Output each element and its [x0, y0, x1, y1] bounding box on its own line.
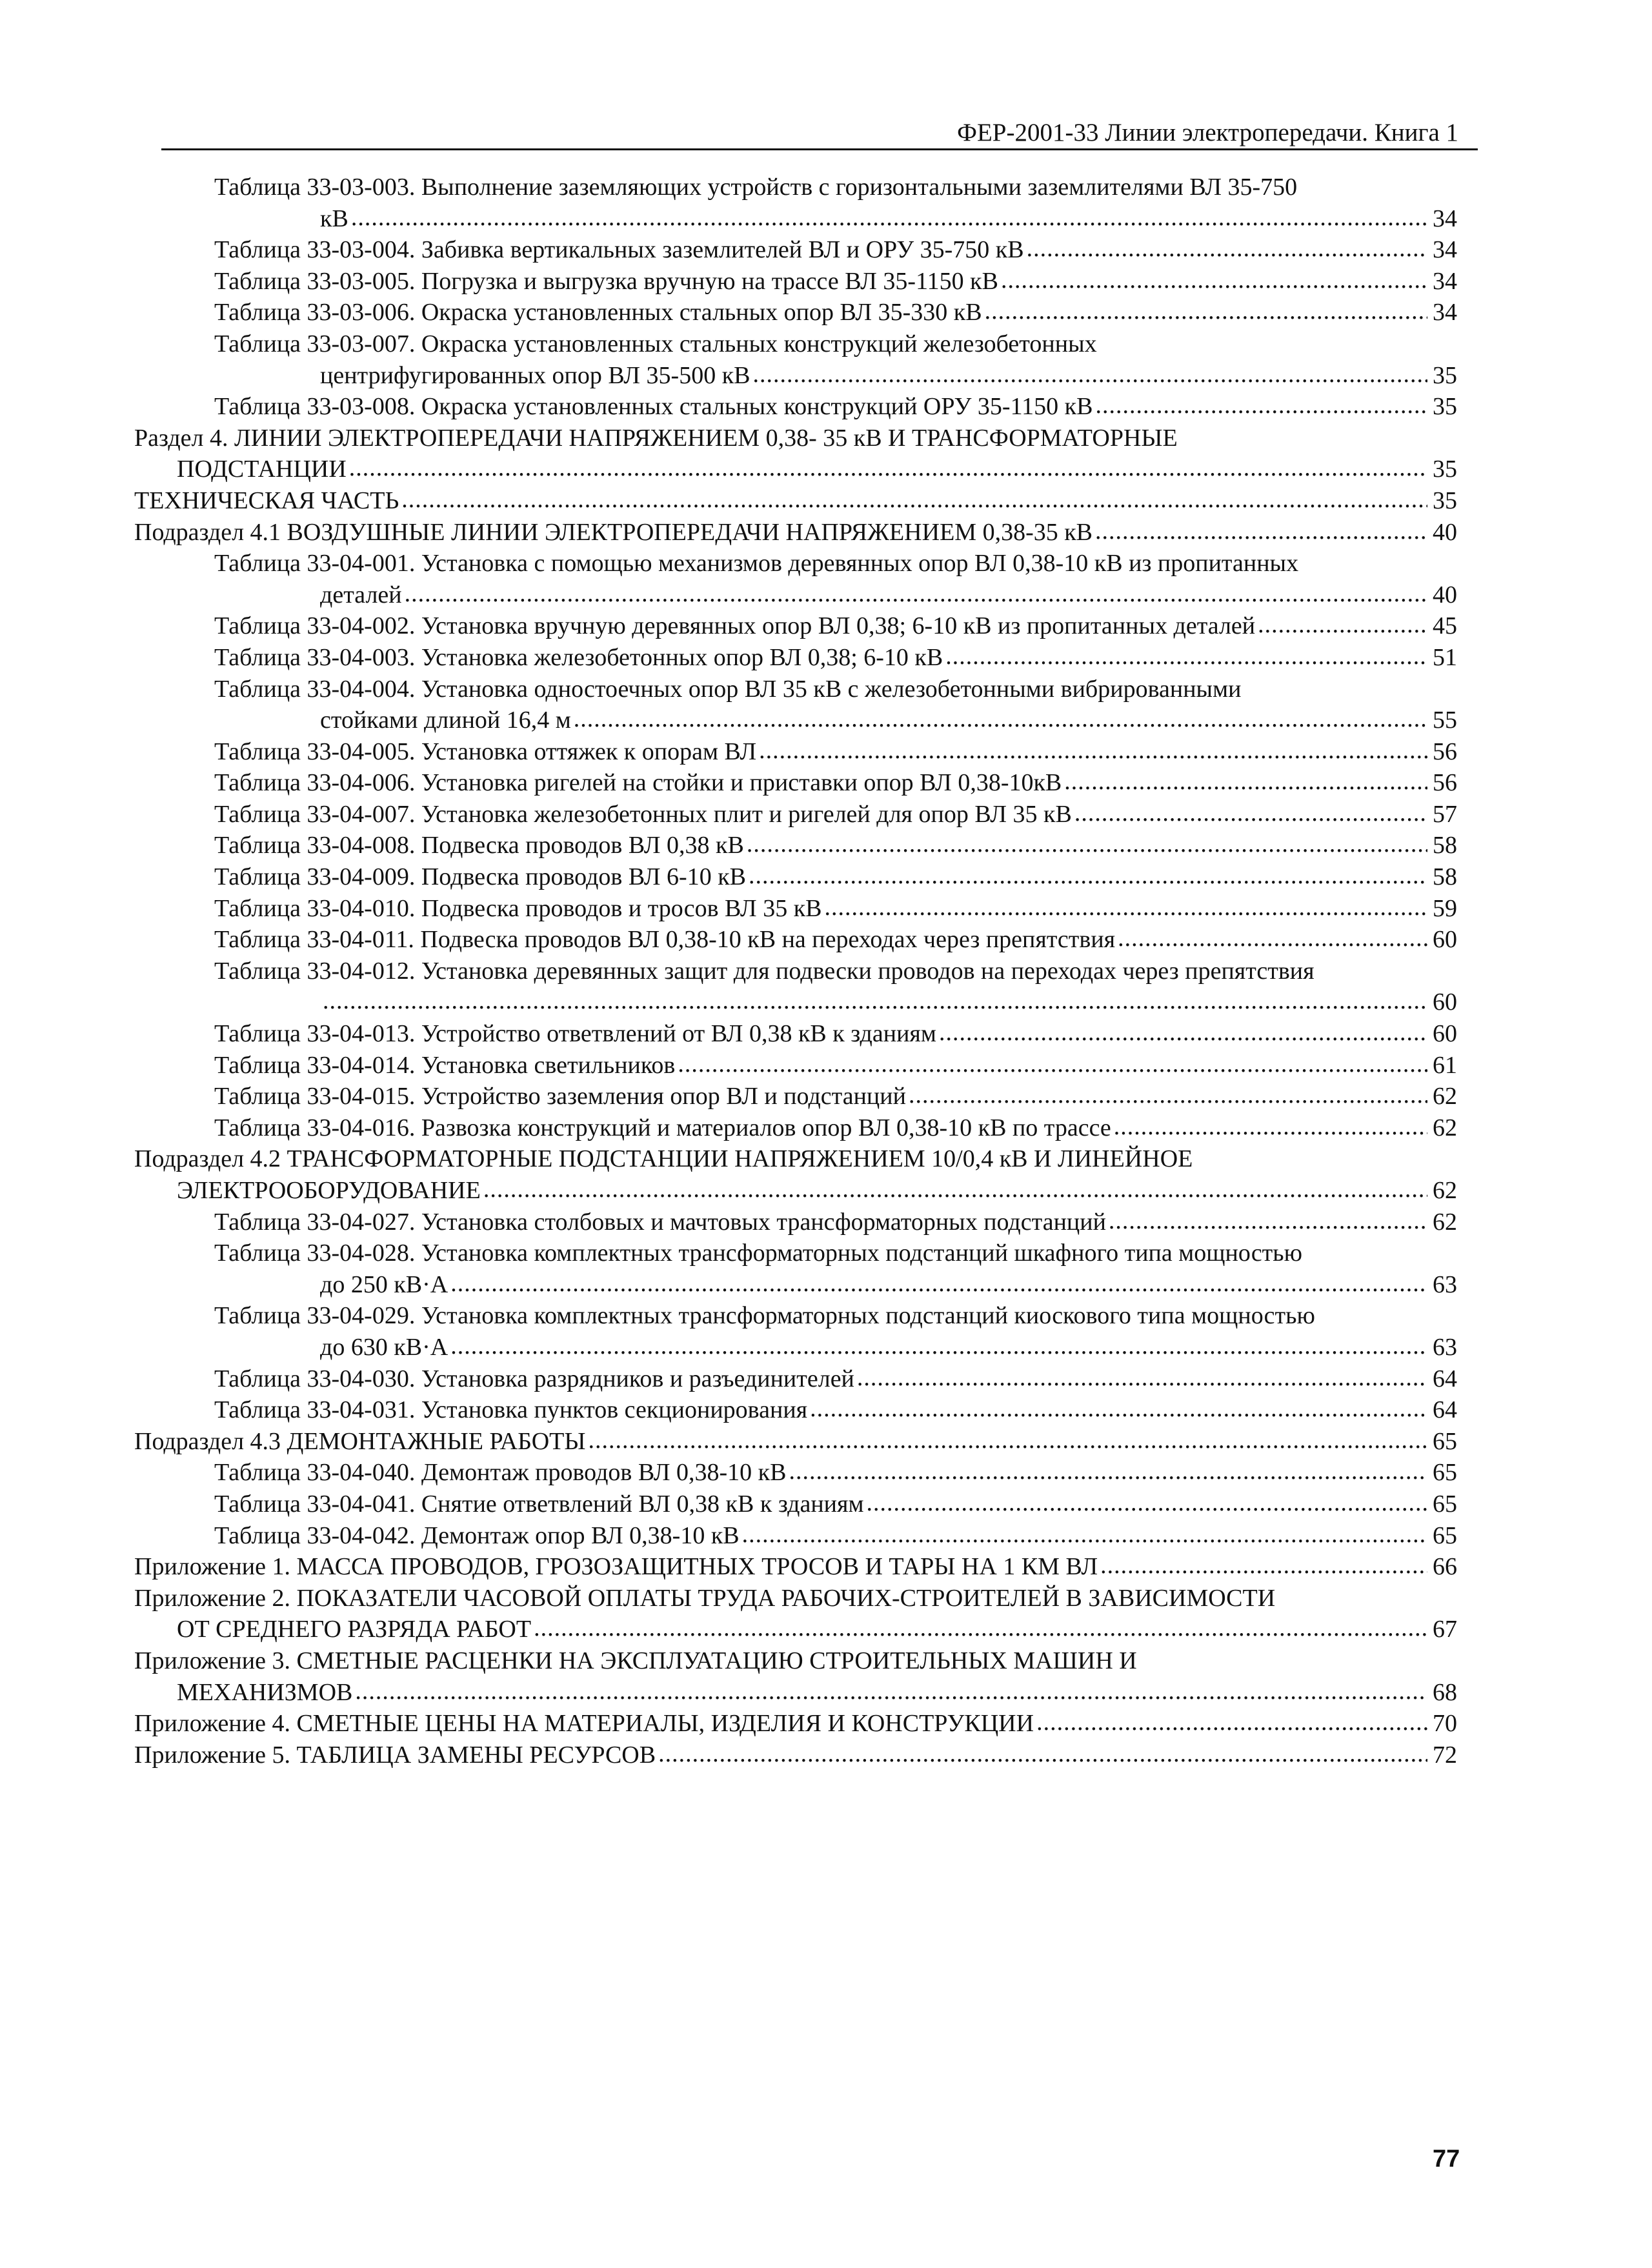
toc-entry-text: деталей — [320, 581, 402, 608]
toc-entry-text: ОТ СРЕДНЕГО РАЗРЯДА РАБОТ — [177, 1616, 532, 1643]
toc-page-number: 64 — [1433, 1396, 1457, 1424]
toc-line — [134, 1269, 1457, 1301]
dot-leader — [747, 828, 1427, 860]
dot-leader — [450, 1330, 1427, 1362]
toc-entry[interactable] — [134, 1708, 1457, 1740]
dot-leader — [1096, 390, 1428, 421]
toc-page-number: 34 — [1433, 205, 1457, 232]
toc-line — [134, 172, 1457, 203]
toc-entry-text: Таблица 33-04-003. Установка железобетонных опор ВЛ 0,38; 6-10 кВ — [214, 643, 943, 671]
toc-page-number: 56 — [1433, 769, 1457, 797]
toc-line — [134, 830, 1457, 861]
toc-line — [134, 1238, 1457, 1269]
toc-entry-text: Таблица 33-04-030. Установка разрядников и разъединителей — [214, 1365, 854, 1392]
toc-entry-text: Таблица 33-04-010. Подвеска проводов и тросов ВЛ 35 кВ — [214, 894, 822, 922]
dot-leader — [323, 985, 1427, 1017]
toc-entry-text: ЭЛЕКТРООБОРУДОВАНИЕ — [177, 1177, 481, 1204]
dot-leader — [1118, 923, 1427, 954]
toc-entry[interactable] — [134, 1143, 1457, 1206]
toc-page-number: 72 — [1433, 1741, 1457, 1769]
toc-page-number: 62 — [1433, 1177, 1457, 1204]
toc-page-number: 60 — [1433, 988, 1457, 1016]
toc-entry-text: Таблица 33-04-008. Подвеска проводов ВЛ 0,38 кВ — [214, 832, 744, 859]
toc-page-number: 35 — [1433, 393, 1457, 421]
toc-line — [134, 1050, 1457, 1081]
toc-page-number: 58 — [1433, 863, 1457, 891]
toc-entry-text: Приложение 3. СМЕТНЫЕ РАСЦЕНКИ НА ЭКСПЛУАТАЦИЮ СТРОИТЕЛЬНЫХ МАШИН И — [134, 1647, 1137, 1674]
toc-line — [134, 1489, 1457, 1520]
toc-entry[interactable] — [134, 1740, 1457, 1771]
dot-leader — [1109, 1205, 1427, 1237]
toc-line — [134, 1614, 1457, 1645]
toc-entry[interactable] — [134, 1551, 1457, 1583]
toc-entry[interactable] — [134, 1645, 1457, 1708]
toc-entry-text: Приложение 2. ПОКАЗАТЕЛИ ЧАСОВОЙ ОПЛАТЫ ТРУДА РАБОЧИХ-СТРОИТЕЛЕЙ В ЗАВИСИМОСТИ — [134, 1584, 1276, 1612]
dot-leader — [450, 1268, 1427, 1300]
toc-line — [134, 1175, 1457, 1207]
toc-entry[interactable] — [134, 610, 1457, 642]
toc-entry[interactable] — [134, 328, 1457, 391]
toc-line — [134, 297, 1457, 328]
toc-line — [134, 1551, 1457, 1583]
toc-line — [134, 861, 1457, 893]
toc-page-number: 34 — [1433, 236, 1457, 264]
toc-entry-text: Таблица 33-04-029. Установка комплектных трансформаторных подстанций киоскового типа мощностью — [214, 1302, 1315, 1330]
toc-entry[interactable] — [134, 1457, 1457, 1489]
dot-leader — [1027, 233, 1427, 265]
toc-entry-text: Подраздел 4.3 ДЕМОНТАЖНЫЕ РАБОТЫ — [134, 1427, 586, 1455]
dot-leader — [678, 1049, 1427, 1080]
toc-entry[interactable] — [134, 1520, 1457, 1552]
toc-entry-text: Приложение 5. ТАБЛИЦА ЗАМЕНЫ РЕСУРСОВ — [134, 1741, 656, 1769]
toc-entry-text: Таблица 33-03-006. Окраска установленных стальных опор ВЛ 35-330 кВ — [214, 299, 982, 326]
toc-page-number: 35 — [1433, 361, 1457, 389]
toc-entry-text: Таблица 33-04-009. Подвеска проводов ВЛ 6-10 кВ — [214, 863, 746, 891]
toc-page-number: 62 — [1433, 1114, 1457, 1141]
toc-page-number: 65 — [1433, 1521, 1457, 1549]
toc-line — [134, 987, 1457, 1018]
toc-entry[interactable] — [134, 799, 1457, 830]
dot-leader — [759, 735, 1427, 767]
toc-page-number: 45 — [1433, 612, 1457, 640]
document-title: ФЕР-2001-33 Линии электропередачи. Книга 1 — [957, 119, 1458, 146]
toc-line — [134, 1645, 1457, 1677]
toc-page-number: 62 — [1433, 1208, 1457, 1236]
dot-leader — [405, 578, 1427, 610]
toc-line — [134, 1740, 1457, 1771]
dot-leader — [789, 1456, 1428, 1487]
toc-entry-text: Таблица 33-04-014. Установка светильников — [214, 1051, 676, 1079]
toc-line — [134, 485, 1457, 517]
toc-line — [134, 1018, 1457, 1050]
toc-entry[interactable] — [134, 1583, 1457, 1645]
toc-line — [134, 1112, 1457, 1144]
toc-line — [134, 360, 1457, 392]
toc-page-number: 68 — [1433, 1678, 1457, 1706]
toc-line — [134, 1394, 1457, 1426]
dot-leader — [1258, 609, 1427, 641]
dot-leader — [753, 359, 1427, 390]
toc-entry[interactable] — [134, 1081, 1457, 1112]
toc-page-number: 63 — [1433, 1333, 1457, 1361]
toc-page-number: 61 — [1433, 1051, 1457, 1079]
toc-page-number: 70 — [1433, 1710, 1457, 1738]
toc-page-number: 40 — [1433, 518, 1457, 546]
toc-entry-text: Таблица 33-04-004. Установка одностоечных опор ВЛ 35 кВ с железобетонными вибрированными — [214, 675, 1242, 703]
toc-line — [134, 423, 1457, 454]
toc-line — [134, 799, 1457, 830]
toc-entry[interactable] — [134, 1363, 1457, 1395]
toc-entry[interactable] — [134, 1050, 1457, 1081]
toc-page-number: 56 — [1433, 738, 1457, 765]
toc-entry[interactable] — [134, 1426, 1457, 1458]
toc-entry[interactable] — [134, 391, 1457, 423]
toc-entry-text: Раздел 4. ЛИНИИ ЭЛЕКТРОПЕРЕДАЧИ НАПРЯЖЕНИЕМ 0,38- 35 кВ И ТРАНСФОРМАТОРНЫЕ — [134, 424, 1178, 452]
page-number: 77 — [1433, 2145, 1460, 2173]
toc-line — [134, 1081, 1457, 1112]
toc-page-number: 60 — [1433, 926, 1457, 954]
toc-entry-text: ПОДСТАНЦИИ — [177, 456, 347, 483]
dot-leader — [909, 1079, 1427, 1111]
toc-line — [134, 956, 1457, 987]
toc-entry[interactable] — [134, 548, 1457, 610]
toc-line — [134, 893, 1457, 925]
toc-line — [134, 548, 1457, 579]
toc-entry-text: Таблица 33-03-003. Выполнение заземляющих устройств с горизонтальными заземлителями ВЛ 35-750 — [214, 174, 1298, 201]
toc-entry-text: Таблица 33-04-011. Подвеска проводов ВЛ 0,38-10 кВ на переходах через препятствия — [214, 926, 1116, 954]
toc-entry-text: Таблица 33-03-007. Окраска установленных стальных конструкций железобетонных — [214, 330, 1097, 357]
toc-entry-text: Таблица 33-03-005. Погрузка и выгрузка вручную на трассе ВЛ 35-1150 кВ — [214, 267, 998, 295]
dot-leader — [351, 202, 1427, 234]
toc-entry-text: Таблица 33-04-015. Устройство заземления опор ВЛ и подстанций — [214, 1083, 906, 1110]
dot-leader — [1064, 766, 1427, 798]
toc-entry-text: Таблица 33-04-031. Установка пунктов секционирования — [214, 1396, 808, 1424]
dot-leader — [810, 1393, 1427, 1425]
toc-entry-text: Таблица 33-04-013. Устройство ответвлений от ВЛ 0,38 кВ к зданиям — [214, 1020, 936, 1048]
toc-entry[interactable] — [134, 517, 1457, 548]
toc-line — [134, 1583, 1457, 1614]
dot-leader — [483, 1174, 1427, 1205]
dot-leader — [749, 860, 1427, 892]
toc-entry-text: Таблица 33-03-004. Забивка вертикальных заземлителей ВЛ и ОРУ 35-750 кВ — [214, 236, 1024, 264]
toc-entry[interactable] — [134, 234, 1457, 266]
dot-leader — [355, 1676, 1427, 1707]
toc-entry-text: Подраздел 4.1 ВОЗДУШНЫЕ ЛИНИИ ЭЛЕКТРОПЕРЕДАЧИ НАПРЯЖЕНИЕМ 0,38-35 кВ — [134, 518, 1093, 546]
toc-entry-text: Таблица 33-04-006. Установка ригелей на стойки и приставки опор ВЛ 0,38-10кВ — [214, 769, 1062, 797]
toc-line — [134, 1332, 1457, 1363]
toc-page-number: 65 — [1433, 1490, 1457, 1518]
dot-leader — [945, 641, 1427, 672]
toc-entry-text: ТЕХНИЧЕСКАЯ ЧАСТЬ — [134, 487, 399, 514]
toc-entry-text: Приложение 1. МАССА ПРОВОДОВ, ГРОЗОЗАЩИТНЫХ ТРОСОВ И ТАРЫ НА 1 КМ ВЛ — [134, 1553, 1098, 1581]
toc-line — [134, 736, 1457, 768]
toc-line — [134, 1207, 1457, 1238]
toc-entry[interactable] — [134, 830, 1457, 861]
toc-entry-text: центрифугированных опор ВЛ 35-500 кВ — [320, 361, 750, 389]
toc-entry[interactable] — [134, 642, 1457, 674]
toc-line — [134, 610, 1457, 642]
toc-entry[interactable] — [134, 736, 1457, 768]
dot-leader — [1114, 1111, 1427, 1143]
toc-entry[interactable] — [134, 1112, 1457, 1144]
toc-page-number: 64 — [1433, 1365, 1457, 1392]
dot-leader — [1100, 1550, 1427, 1581]
toc-page-number: 65 — [1433, 1459, 1457, 1487]
toc-page-number: 51 — [1433, 643, 1457, 671]
toc-line — [134, 454, 1457, 485]
dot-leader — [939, 1017, 1427, 1049]
dot-leader — [401, 484, 1427, 516]
toc-entry-text: Таблица 33-04-016. Развозка конструкций и материалов опор ВЛ 0,38-10 кВ по трассе — [214, 1114, 1111, 1141]
dot-leader — [658, 1738, 1427, 1770]
toc-entry-text: Таблица 33-04-040. Демонтаж проводов ВЛ 0,38-10 кВ — [214, 1459, 787, 1487]
toc-line — [134, 1677, 1457, 1709]
dot-leader — [867, 1487, 1427, 1519]
toc-line — [134, 1426, 1457, 1458]
table-of-contents — [134, 172, 1457, 1771]
toc-page-number: 57 — [1433, 800, 1457, 828]
toc-line — [134, 767, 1457, 799]
toc-entry[interactable] — [134, 674, 1457, 736]
toc-page-number: 34 — [1433, 299, 1457, 326]
toc-entry[interactable] — [134, 1300, 1457, 1363]
dot-leader — [589, 1425, 1427, 1456]
toc-entry-text: Подраздел 4.2 ТРАНСФОРМАТОРНЫЕ ПОДСТАНЦИИ НАПРЯЖЕНИЕМ 10/0,4 кВ И ЛИНЕЙНОЕ — [134, 1145, 1193, 1173]
toc-entry-text: Таблица 33-03-008. Окраска установленных стальных конструкций ОРУ 35-1150 кВ — [214, 393, 1093, 421]
toc-entry[interactable] — [134, 1394, 1457, 1426]
toc-line — [134, 517, 1457, 548]
toc-entry-text: Таблица 33-04-005. Установка оттяжек к опорам ВЛ — [214, 738, 757, 765]
toc-page-number: 65 — [1433, 1427, 1457, 1455]
toc-entry-text: МЕХАНИЗМОВ — [177, 1678, 353, 1706]
toc-page-number: 63 — [1433, 1270, 1457, 1298]
toc-entry[interactable] — [134, 1489, 1457, 1520]
toc-line — [134, 1520, 1457, 1552]
toc-line — [134, 234, 1457, 266]
toc-entry[interactable] — [134, 423, 1457, 485]
toc-entry[interactable] — [134, 767, 1457, 799]
toc-entry[interactable] — [134, 893, 1457, 925]
toc-entry-text: Таблица 33-04-001. Установка с помощью механизмов деревянных опор ВЛ 0,38-10 кВ из пропитанных — [214, 550, 1299, 577]
toc-line — [134, 674, 1457, 705]
toc-line — [134, 642, 1457, 674]
toc-entry-text: Таблица 33-04-012. Установка деревянных защит для подвески проводов на переходах через препятствия — [214, 957, 1315, 985]
toc-entry-text: до 630 кВ·А — [320, 1333, 448, 1361]
page-header — [161, 110, 1478, 150]
dot-leader — [1074, 798, 1427, 829]
toc-entry[interactable] — [134, 956, 1457, 1018]
dot-leader — [985, 296, 1427, 327]
toc-entry[interactable] — [134, 924, 1457, 956]
toc-page-number: 58 — [1433, 832, 1457, 859]
toc-line — [134, 1708, 1457, 1740]
toc-entry-text: Таблица 33-04-027. Установка столбовых и мачтовых трансформаторных подстанций — [214, 1208, 1106, 1236]
toc-entry[interactable] — [134, 1238, 1457, 1300]
toc-entry[interactable] — [134, 1018, 1457, 1050]
toc-entry-text: Таблица 33-04-002. Установка вручную деревянных опор ВЛ 0,38; 6-10 кВ из пропитанных деталей — [214, 612, 1256, 640]
toc-entry-text: Таблица 33-04-042. Демонтаж опор ВЛ 0,38-10 кВ — [214, 1521, 740, 1549]
toc-line — [134, 266, 1457, 297]
toc-line — [134, 391, 1457, 423]
toc-page-number: 62 — [1433, 1083, 1457, 1110]
toc-page-number: 67 — [1433, 1616, 1457, 1643]
toc-line — [134, 1457, 1457, 1489]
toc-line — [134, 1300, 1457, 1332]
dot-leader — [1095, 516, 1427, 547]
dot-leader — [574, 703, 1427, 735]
toc-entry[interactable] — [134, 861, 1457, 893]
dot-leader — [349, 452, 1427, 484]
toc-page-number: 66 — [1433, 1553, 1457, 1581]
toc-page-number: 40 — [1433, 581, 1457, 608]
toc-page-number: 55 — [1433, 707, 1457, 734]
dot-leader — [534, 1612, 1427, 1644]
toc-entry-text: до 250 кВ·А — [320, 1270, 448, 1298]
dot-leader — [742, 1519, 1427, 1550]
toc-entry-text: кВ — [320, 205, 348, 232]
toc-line — [134, 328, 1457, 360]
dot-leader — [1001, 265, 1427, 296]
toc-page-number: 35 — [1433, 456, 1457, 483]
toc-entry-text: стойками длиной 16,4 м — [320, 707, 571, 734]
toc-line — [134, 579, 1457, 611]
toc-line — [134, 203, 1457, 235]
toc-page-number: 60 — [1433, 1020, 1457, 1048]
toc-page-number: 59 — [1433, 894, 1457, 922]
toc-entry[interactable] — [134, 266, 1457, 297]
toc-line — [134, 1143, 1457, 1175]
toc-page-number: 35 — [1433, 487, 1457, 514]
toc-entry[interactable] — [134, 1207, 1457, 1238]
toc-entry-text: Таблица 33-04-041. Снятие ответвлений ВЛ 0,38 кВ к зданиям — [214, 1490, 864, 1518]
dot-leader — [1036, 1707, 1427, 1738]
toc-line — [134, 924, 1457, 956]
toc-entry-text: Таблица 33-04-007. Установка железобетонных плит и ригелей для опор ВЛ 35 кВ — [214, 800, 1072, 828]
toc-entry[interactable] — [134, 172, 1457, 234]
toc-entry-text: Таблица 33-04-028. Установка комплектных трансформаторных подстанций шкафного типа мощностью — [214, 1239, 1303, 1267]
dot-leader — [857, 1362, 1427, 1394]
toc-line — [134, 1363, 1457, 1395]
toc-entry-text: Приложение 4. СМЕТНЫЕ ЦЕНЫ НА МАТЕРИАЛЫ, ИЗДЕЛИЯ И КОНСТРУКЦИИ — [134, 1710, 1034, 1738]
toc-entry[interactable] — [134, 485, 1457, 517]
toc-page-number: 34 — [1433, 267, 1457, 295]
toc-line — [134, 705, 1457, 736]
toc-entry[interactable] — [134, 297, 1457, 328]
dot-leader — [825, 892, 1427, 923]
